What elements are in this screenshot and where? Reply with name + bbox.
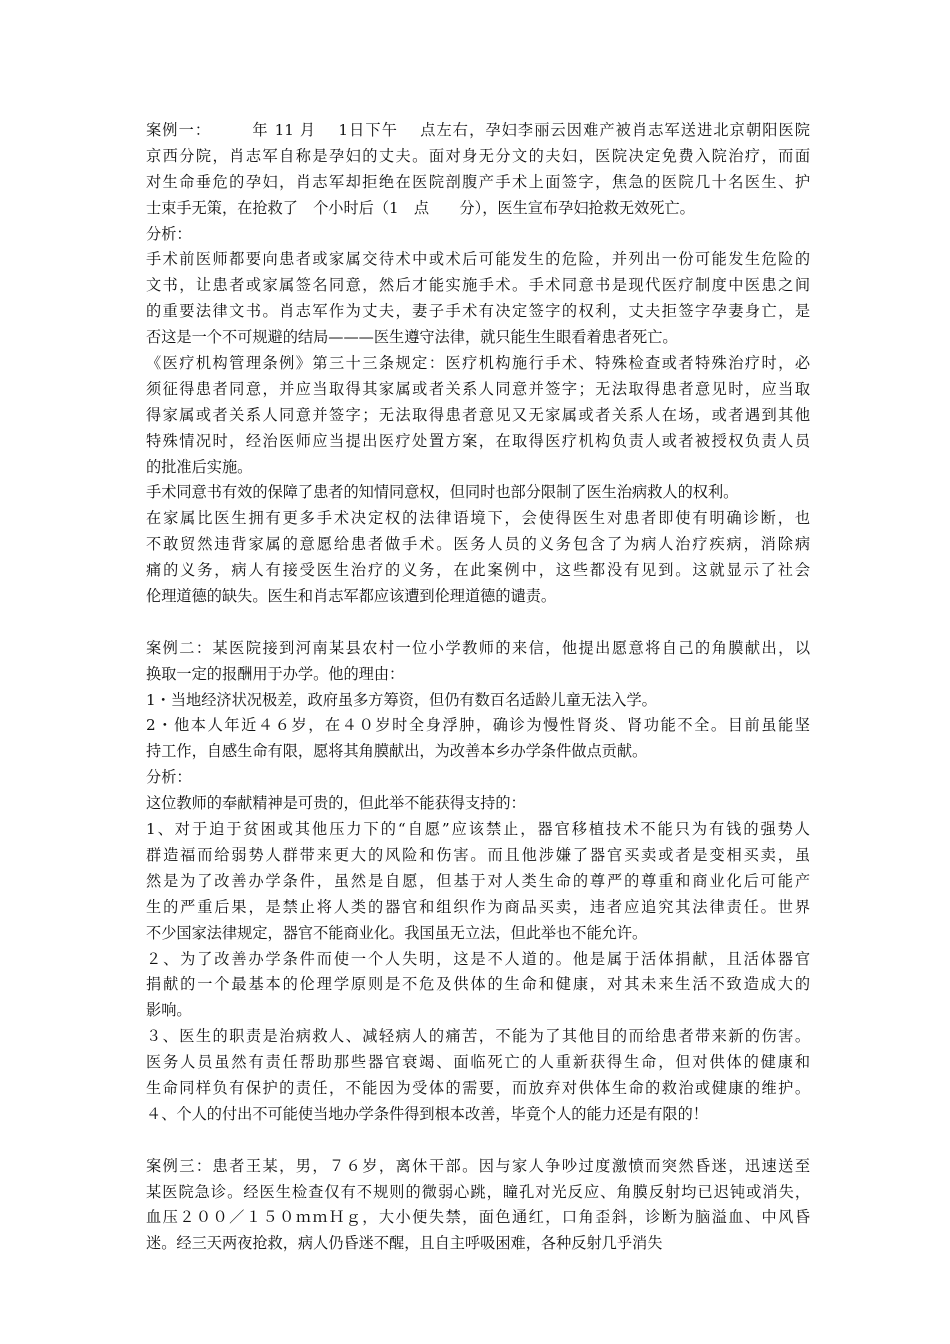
case-two-line: 生命同样负有保护的责任，不能因为受体的需要，而放弃对供体生命的救治或健康的维护。 — [146, 1078, 810, 1097]
case-two-section — [146, 636, 810, 1128]
case-one-line: 痛的义务，病人有接受医生治疗的义务，在此案例中，这些都没有见到。这就显示了社会 — [146, 561, 810, 580]
case-one-line: 《医疗机构管理条例》第三十三条规定：医疗机构施行手术、特殊检查或者特殊治疗时，必 — [146, 354, 810, 373]
case-one-section — [146, 118, 810, 610]
case-two-line: 不少国家法律规定，器官不能商业化。我国虽无立法，但此举也不能允许。 — [146, 923, 648, 942]
case-two-line: 影响。 — [146, 1001, 192, 1020]
case-one-line: 案例一： 年 11 月 1日下午 点左右，孕妇李丽云因难产被肖志军送进北京朝阳医院 — [146, 121, 810, 139]
case-two-line: 捐献的一个最基本的伦理学原则是不危及供体的生命和健康，对其未来生活不致造成大的 — [146, 975, 810, 994]
case-two-line: 医务人员虽然有责任帮助那些器官衰竭、面临死亡的人重新获得生命，但对供体的健康和 — [146, 1053, 810, 1072]
case-one-line: 否这是一个不可规避的结局———医生遵守法律，就只能生生眼看着患者死亡。 — [146, 328, 678, 347]
paragraph-gap — [146, 610, 810, 636]
case-two-line: 这位教师的奉献精神是可贵的，但此举不能获得支持的： — [146, 794, 526, 813]
case-three-section — [146, 1154, 810, 1258]
case-one-line: 特殊情况时，经治医师应当提出医疗处置方案，在取得医疗机构负责人或者被授权负责人员 — [146, 431, 810, 450]
analysis-heading: 分析： — [146, 224, 192, 243]
case-two-line: 换取一定的报酬用于办学。他的理由： — [146, 664, 405, 683]
case-two-line: 1、对于迫于贫困或其他压力下的“自愿”应该禁止，器官移植技术不能只为有钱的强势人 — [146, 820, 810, 839]
case-two-line: ４、个人的付出不可能使当地办学条件得到根本改善，毕竟个人的能力还是有限的！ — [146, 1104, 708, 1123]
case-one-line: 京西分院，肖志军自称是孕妇的丈夫。面对身无分文的夫妇，医院决定免费入院治疗，而面 — [146, 146, 810, 165]
case-three-line: 某医院急诊。经医生检查仅有不规则的微弱心跳，瞳孔对光反应、角膜反射均已迟钝或消失， — [146, 1182, 810, 1201]
case-two-line: 案例二：某医院接到河南某县农村一位小学教师的来信，他提出愿意将自己的角膜献出，以 — [146, 638, 810, 657]
case-two-line: ３、医生的职责是治病救人、减轻病人的痛苦，不能为了其他目的而给患者带来新的伤害。 — [146, 1027, 810, 1046]
case-one-line: 手术前医师都要向患者或家属交待术中或术后可能发生的危险，并列出一份可能发生危险的 — [146, 250, 810, 269]
case-one-line: 伦理道德的缺失。医生和肖志军都应该遭到伦理道德的谴责。 — [146, 587, 557, 606]
case-one-line: 须征得患者同意，并应当取得其家属或者关系人同意并签字；无法取得患者意见时，应当取 — [146, 379, 810, 398]
case-two-line: ２、为了改善办学条件而使一个人失明，这是不人道的。他是属于活体捐献，且活体器官 — [146, 949, 810, 968]
case-two-line: 然是为了改善办学条件，虽然是自愿，但基于对人类生命的尊严的尊重和商业化后可能产 — [146, 871, 810, 890]
case-one-line: 得家属或者关系人同意并签字；无法取得患者意见又无家属或者关系人在场，或者遇到其他 — [146, 405, 810, 424]
case-one-line: 的批准后实施。 — [146, 457, 253, 476]
case-three-line: 血压２００／１５０ｍｍＨｇ，大小便失禁，面色通红，口角歪斜，诊断为脑溢血、中风昏 — [146, 1208, 810, 1227]
paragraph-gap — [146, 1128, 810, 1154]
case-one-line: 在家属比医生拥有更多手术决定权的法律语境下，会使得医生对患者即使有明确诊断，也 — [146, 509, 810, 528]
case-one-line: 的重要法律文书。肖志军作为丈夫，妻子手术有决定签字的权利，丈夫拒签字孕妻身亡，是 — [146, 302, 810, 321]
case-three-line: 案例三：患者王某，男，７６岁，离休干部。因与家人争吵过度激愤而突然昏迷，迅速送至 — [146, 1156, 810, 1175]
document-page — [146, 118, 810, 1257]
analysis-heading: 分析： — [146, 768, 192, 787]
case-three-line: 迷。经三天两夜抢救，病人仍昏迷不醒，且自主呼吸困难，各种反射几乎消失 — [146, 1234, 663, 1253]
case-one-line: 手术同意书有效的保障了患者的知情同意权，但同时也部分限制了医生治病救人的权利。 — [146, 483, 739, 502]
case-two-line: 持工作，自感生命有限，愿将其角膜献出，为改善本乡办学条件做点贡献。 — [146, 742, 648, 761]
case-one-line: 不敢贸然违背家属的意愿给患者做手术。医务人员的义务包含了为病人治疗疾病，消除病 — [146, 535, 810, 554]
case-two-line: 群造福而给弱势人群带来更大的风险和伤害。而且他涉嫌了器官买卖或者是变相买卖，虽 — [146, 845, 810, 864]
case-one-line: 文书，让患者或家属签名同意，然后才能实施手术。手术同意书是现代医疗制度中医患之间 — [146, 276, 810, 295]
case-two-line: 2・他本人年近４６岁，在４０岁时全身浮肿，确诊为慢性肾炎、肾功能不全。目前虽能坚 — [146, 716, 810, 735]
case-two-line: 生的严重后果，是禁止将人类的器官和组织作为商品买卖，违者应追究其法律责任。世界 — [146, 897, 810, 916]
case-two-line: 1・当地经济状况极差，政府虽多方筹资，但仍有数百名适龄儿童无法入学。 — [146, 690, 657, 709]
case-one-line: 对生命垂危的孕妇，肖志军却拒绝在医院剖腹产手术上面签字，焦急的医院几十名医生、护 — [146, 172, 810, 191]
case-one-line: 士束手无策，在抢救了 个小时后（1 点 分），医生宣布孕妇抢救无效死亡。 — [146, 198, 695, 217]
